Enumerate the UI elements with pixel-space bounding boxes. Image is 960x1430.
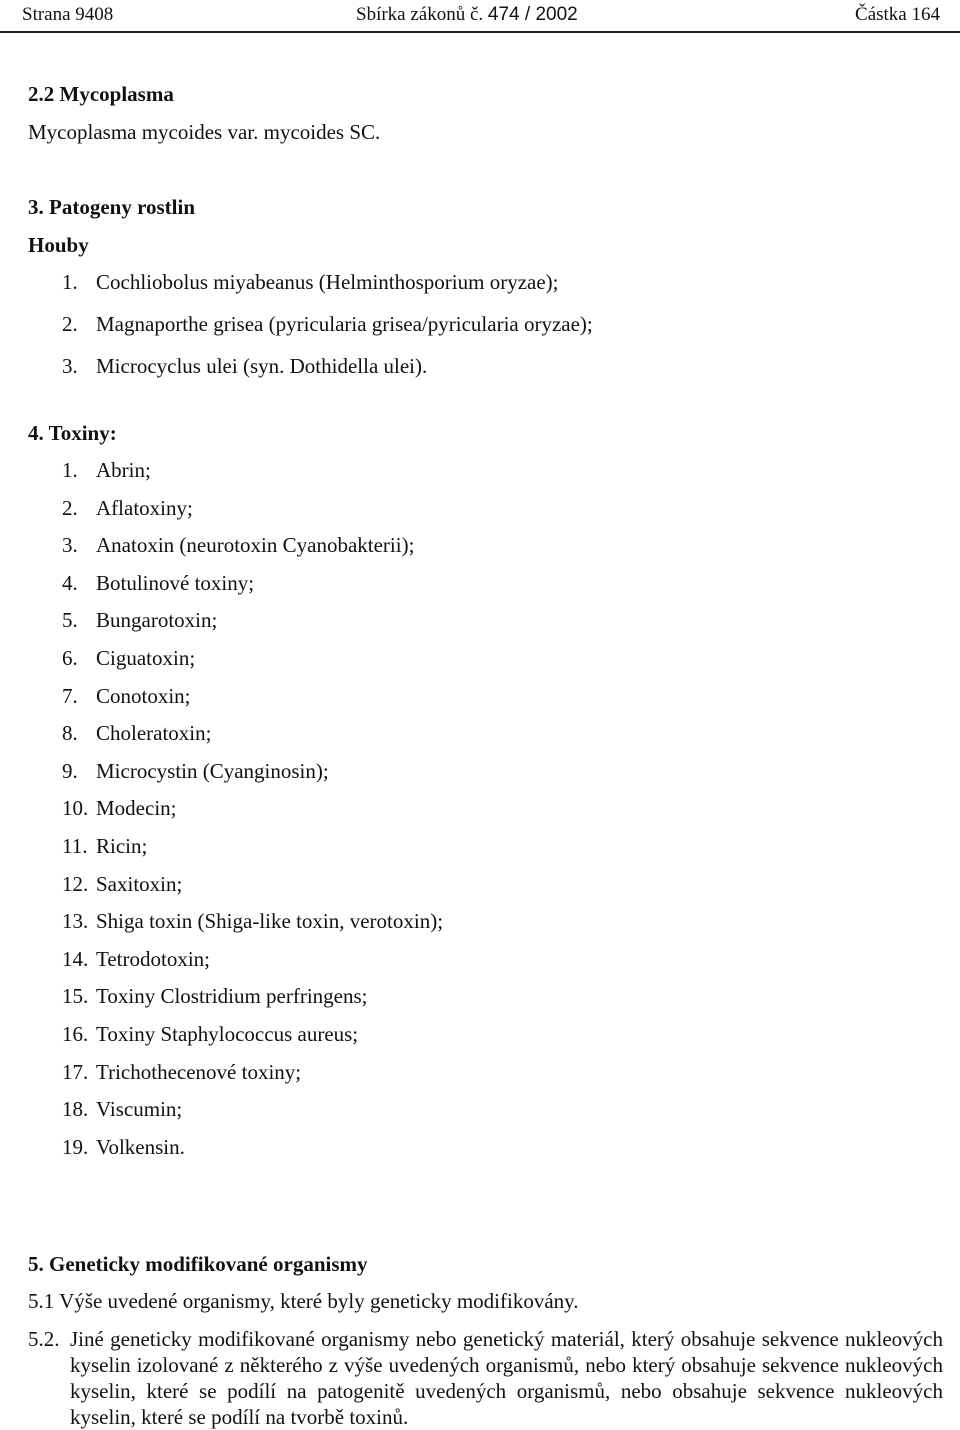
- list-item-text: Magnaporthe grisea (pyricularia grisea/pyricularia oryzae);: [96, 312, 593, 336]
- list-item: [62, 1022, 358, 1047]
- list-item: [62, 646, 195, 671]
- list-item-text: Viscumin;: [96, 1097, 183, 1122]
- list-item-text: Conotoxin;: [96, 683, 191, 708]
- list-item-text: Trichothecenové toxiny;: [96, 1059, 302, 1084]
- list-item: [62, 533, 414, 558]
- paragraph-5-2-text: [70, 1326, 943, 1430]
- list-item-text: Bungarotoxin;: [96, 608, 218, 633]
- page-header: [0, 0, 960, 33]
- list-item-number: 10.: [62, 796, 89, 821]
- collection-prefix: Sbírka zákonů č.: [356, 4, 484, 25]
- list-item-text: Tetrodotoxin;: [96, 946, 211, 971]
- list-item-number: 16.: [62, 1022, 89, 1046]
- list-item: [62, 684, 191, 709]
- paragraph-5-2-body: Jiné geneticky modifikované organismy nebo genetický materiál, který obsahuje sekvence nukleových kyselin izolované z některého z výše uvedených organismů, nebo který obsahuje sekvence nukleových kyselin, které se podílí na patogenitě uvedených organismů, nebo obsahuje sekvence nukleových kyselin, které se podílí na tvorbě toxinů.: [70, 1327, 943, 1429]
- list-item-text: Ciguatoxin;: [96, 646, 196, 670]
- list-item-number: 13.: [62, 909, 89, 934]
- collection-number: 474 / 2002: [487, 4, 578, 25]
- list-item-text: Abrin;: [96, 458, 151, 482]
- list-item-text: Toxiny Clostridium perfringens;: [96, 984, 368, 1009]
- list-item: [62, 270, 559, 295]
- list-item-number: 17.: [62, 1059, 89, 1084]
- list-item-text: Toxiny Staphylococcus aureus;: [96, 1022, 359, 1046]
- list-item: [62, 947, 210, 972]
- list-item-number: 5.: [62, 608, 78, 633]
- section-heading-3: 3. Patogeny rostlin: [28, 195, 196, 219]
- list-item-number: 19.: [62, 1134, 89, 1159]
- list-item-number: 2.: [62, 312, 78, 336]
- list-item-text: Choleratoxin;: [96, 721, 212, 746]
- list-item-number: 2.: [62, 495, 78, 520]
- list-item: [62, 984, 368, 1009]
- list-item: [62, 872, 182, 897]
- list-item-text: Microcyclus ulei (syn. Dothidella ulei).: [96, 354, 428, 378]
- list-item-text: Microcystin (Cyanginosin);: [96, 758, 329, 783]
- list-item-text: Botulinové toxiny;: [96, 570, 255, 595]
- list-item-text: Aflatoxiny;: [96, 495, 193, 520]
- list-item: [62, 608, 217, 633]
- paragraph-5-1: 5.1 Výše uvedené organismy, které byly geneticky modifikovány.: [28, 1289, 579, 1313]
- list-item: [62, 354, 427, 379]
- list-item: [62, 571, 254, 596]
- list-item-number: 11.: [62, 834, 88, 858]
- list-item: [62, 496, 193, 521]
- list-item-text: Saxitoxin;: [96, 871, 183, 896]
- list-item-text: Cochliobolus miyabeanus (Helminthosporium oryzae);: [96, 270, 559, 294]
- mycoplasma-text: Mycoplasma mycoides var. mycoides SC.: [28, 120, 381, 144]
- list-item-text: Volkensin.: [96, 1134, 185, 1159]
- list-item-number: 18.: [62, 1097, 89, 1122]
- list-item-number: 3.: [62, 533, 78, 558]
- list-item: [62, 1135, 185, 1160]
- list-item: [62, 834, 147, 859]
- list-item-number: 4.: [62, 570, 78, 595]
- list-item: [62, 458, 151, 483]
- list-item: [62, 312, 593, 337]
- collection-reference: [356, 4, 578, 26]
- list-item-text: Ricin;: [96, 834, 148, 858]
- page-number: Strana 9408: [22, 4, 114, 25]
- list-item-number: 12.: [62, 871, 89, 896]
- list-item-number: 1.: [62, 458, 78, 482]
- list-item: [62, 759, 329, 784]
- list-item-text: Anatoxin (neurotoxin Cyanobakterii);: [96, 533, 415, 558]
- list-item: [62, 721, 211, 746]
- list-item: [62, 1060, 301, 1085]
- section-heading-4: 4. Toxiny:: [28, 421, 117, 445]
- list-item-number: 9.: [62, 758, 78, 783]
- paragraph-5-2-label: 5.2.: [28, 1327, 60, 1351]
- list-item-text: Modecin;: [96, 796, 177, 821]
- subheading-houby: Houby: [28, 233, 89, 257]
- list-item-number: 8.: [62, 721, 78, 746]
- list-item-number: 14.: [62, 946, 89, 971]
- part-number: Částka 164: [855, 4, 940, 25]
- list-item-text: Shiga toxin (Shiga-like toxin, verotoxin);: [96, 909, 444, 934]
- list-item-number: 3.: [62, 354, 78, 378]
- list-item-number: 6.: [62, 646, 78, 670]
- list-item: [62, 1097, 182, 1122]
- list-item: [62, 796, 176, 821]
- section-heading-2-2: 2.2 Mycoplasma: [28, 82, 174, 106]
- list-item-number: 7.: [62, 683, 78, 708]
- list-item-number: 1.: [62, 270, 78, 294]
- list-item: [62, 909, 443, 934]
- list-item-number: 15.: [62, 984, 89, 1009]
- section-heading-5: 5. Geneticky modifikované organismy: [28, 1252, 368, 1276]
